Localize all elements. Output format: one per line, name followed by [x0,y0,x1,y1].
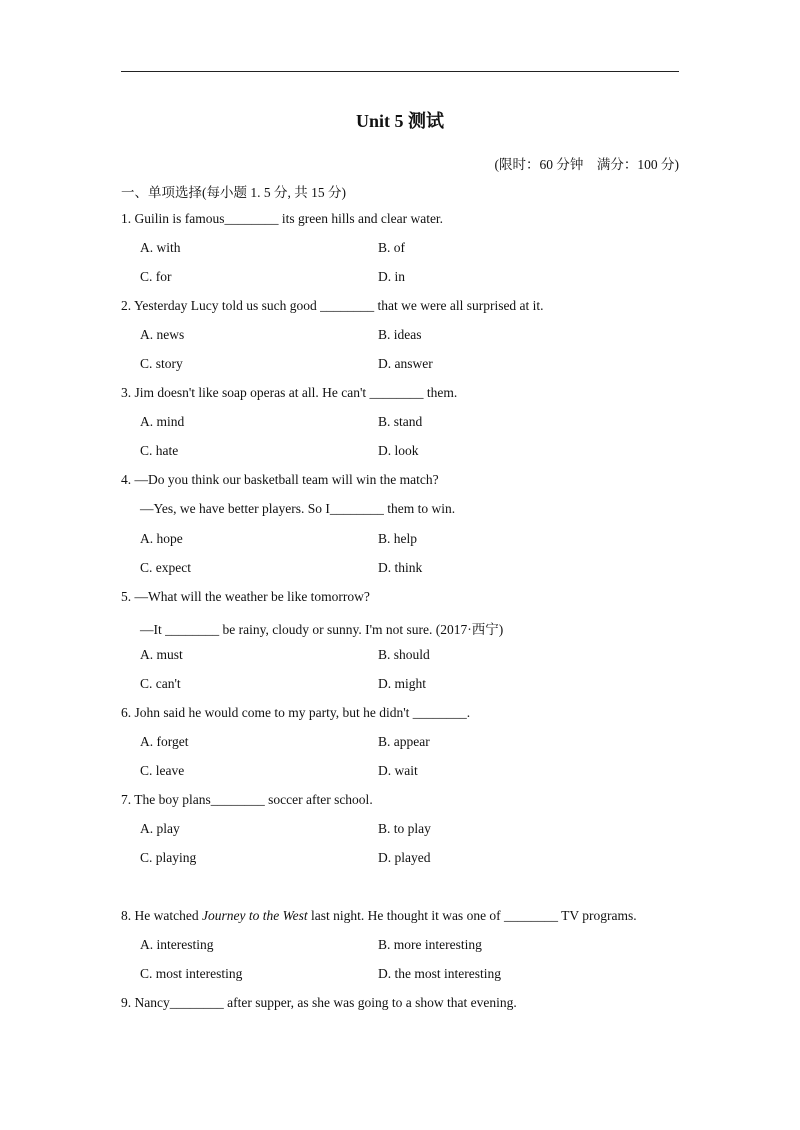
question-8-title: Journey to the West [201,908,308,923]
q7-option-d: D. played [378,850,431,865]
q8-option-a: A. interesting [140,937,214,952]
question-8-pre: 8. He watched [121,908,202,923]
question-4: 4. —Do you think our basketball team will win the match? [121,472,439,487]
section-heading: 一、单项选择(每小题 1. 5 分, 共 15 分) [121,185,346,200]
q2-option-d: D. answer [378,356,433,371]
question-9: 9. Nancy________ after supper, as she was going to a show that evening. [121,995,517,1010]
q3-option-d: D. look [378,443,419,458]
q3-option-b: B. stand [378,414,423,429]
q8-option-b: B. more interesting [378,937,482,952]
q1-option-a: A. with [140,240,181,255]
question-2: 2. Yesterday Lucy told us such good ________ that we were all surprised at it. [121,298,544,313]
q4-option-b: B. help [378,531,417,546]
q4-option-a: A. hope [140,531,183,546]
q7-option-b: B. to play [378,821,431,836]
question-8 [121,908,637,924]
question-7: 7. The boy plans________ soccer after school. [121,792,373,807]
q6-option-a: A. forget [140,734,189,749]
q5-option-a: A. must [140,647,183,662]
q8-option-c: C. most interesting [140,966,243,981]
q1-option-c: C. for [140,269,172,284]
q2-option-b: B. ideas [378,327,422,342]
q8-option-d: D. the most interesting [378,966,501,981]
q3-option-c: C. hate [140,443,179,458]
q2-option-a: A. news [140,327,185,342]
q7-option-c: C. playing [140,850,197,865]
q5-option-c: C. can't [140,676,181,691]
page-title: Unit 5 测试 [355,111,444,131]
q6-option-d: D. wait [378,763,418,778]
question-5-reply: —It ________ be rainy, cloudy or sunny. I'm not sure. (2017·西宁) [140,622,504,637]
q4-option-d: D. think [378,560,423,575]
question-3: 3. Jim doesn't like soap operas at all. He can't ________ them. [121,385,458,400]
q5-option-d: D. might [378,676,427,691]
question-6: 6. John said he would come to my party, but he didn't ________. [121,705,471,720]
q6-option-b: B. appear [378,734,430,749]
question-5: 5. —What will the weather be like tomorrow? [121,589,370,604]
question-8-post: last night. He thought it was one of ________ TV programs. [307,908,637,923]
q6-option-c: C. leave [140,763,185,778]
question-1: 1. Guilin is famous________ its green hills and clear water. [121,211,444,226]
question-4-reply: —Yes, we have better players. So I________ them to win. [140,501,456,516]
q7-option-a: A. play [140,821,180,836]
q1-option-d: D. in [378,269,405,284]
q3-option-a: A. mind [140,414,185,429]
q4-option-c: C. expect [140,560,191,575]
q5-option-b: B. should [378,647,430,662]
time-limit-note: (限时：60 分钟 满分：100 分) [494,157,679,172]
header-rule [121,71,679,72]
q2-option-c: C. story [140,356,183,371]
q1-option-b: B. of [378,240,405,255]
